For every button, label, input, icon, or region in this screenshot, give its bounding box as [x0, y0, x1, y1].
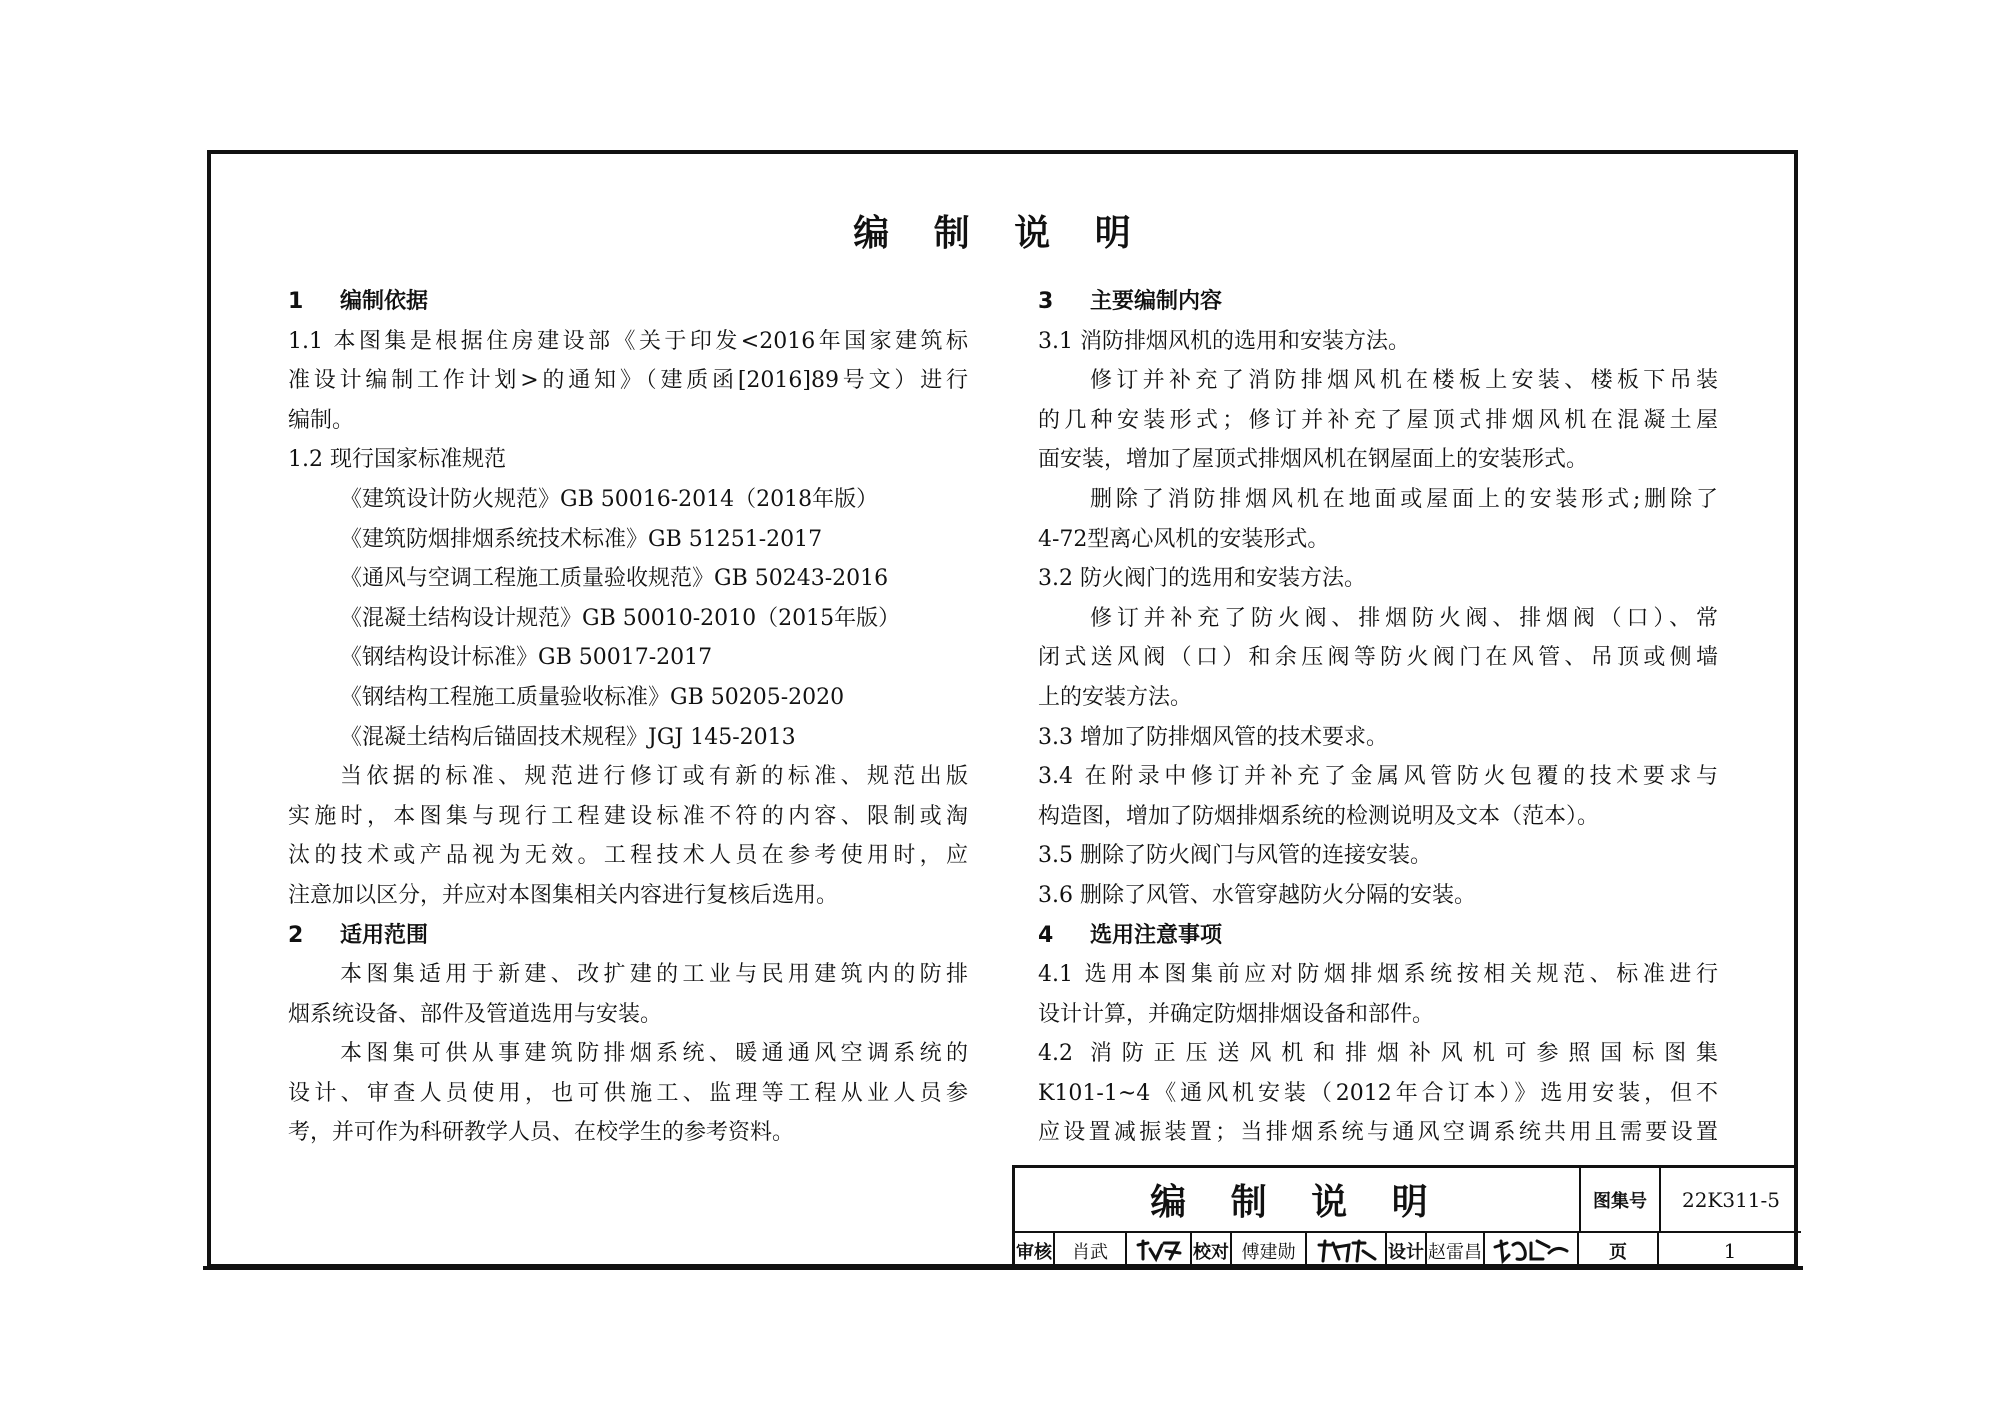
standard-item: 《通风与空调工程施工质量验收规范》GB 50243-2016 — [340, 566, 889, 592]
paragraph-line: 构造图，增加了防烟排烟系统的检测说明及文本（范本）。 — [1038, 803, 1600, 829]
reviewer-signature — [1127, 1233, 1192, 1269]
subsection-heading: 3.5 删除了防火阀门与风管的连接安装。 — [1038, 843, 1432, 869]
designer-name: 赵雷昌 — [1427, 1233, 1485, 1269]
paragraph-line: 3.4 在附录中修订并补充了金属风管防火包覆的技术要求与 — [1038, 764, 1718, 790]
paragraph-line: 修订并补充了防火阀、排烟防火阀、排烟阀（口）、常 — [1090, 605, 1718, 631]
section-heading: 2 适用范围 — [288, 922, 429, 948]
paragraph-line: 设计、审查人员使用，也可供施工、监理等工程从业人员参 — [288, 1080, 968, 1106]
paragraph-line: 修订并补充了消防排烟风机在楼板上安装、楼板下吊装 — [1090, 368, 1718, 394]
paragraph-line: 汰的技术或产品视为无效。工程技术人员在参考使用时，应 — [288, 843, 968, 869]
section-heading: 3 主要编制内容 — [1038, 289, 1223, 314]
paragraph-line: 1.1 本图集是根据住房建设部《关于印发<2016年国家建筑标 — [288, 328, 968, 354]
page-number: 1 — [1723, 1239, 1737, 1263]
page-label: 页 — [1579, 1233, 1659, 1269]
paragraph-line: 的几种安装形式；修订并补充了屋顶式排烟风机在混凝土屋 — [1038, 407, 1718, 433]
subsection-heading: 3.3 增加了防排烟风管的技术要求。 — [1038, 724, 1388, 750]
reviewer-name: 肖武 — [1055, 1233, 1127, 1269]
left-column — [288, 282, 968, 1153]
review-label: 审核 — [1015, 1233, 1055, 1269]
paragraph-line: 编制。 — [288, 407, 355, 433]
paragraph-line: 本图集适用于新建、改扩建的工业与民用建筑内的防排 — [340, 962, 968, 988]
paragraph-line: 考，并可作为科研教学人员、在校学生的参考资料。 — [288, 1120, 795, 1146]
paragraph-line: 删除了消防排烟风机在地面或屋面上的安装形式;删除了 — [1090, 486, 1718, 512]
atlas-number-label: 图集号 — [1581, 1168, 1661, 1233]
standard-item: 《混凝土结构后锚固技术规程》JGJ 145-2013 — [340, 724, 796, 750]
title-block — [1012, 1165, 1798, 1269]
standard-item: 《建筑防烟排烟系统技术标准》GB 51251-2017 — [340, 526, 823, 552]
check-label: 校对 — [1192, 1233, 1232, 1269]
subsection-heading: 1.2 现行国家标准规范 — [288, 447, 506, 473]
paragraph-line: 设计计算，并确定防烟排烟设备和部件。 — [1038, 1001, 1435, 1027]
designer-signature — [1485, 1233, 1579, 1269]
atlas-number: 22K311-5 — [1661, 1168, 1801, 1233]
page-title: 编 制 说 明 — [853, 213, 1147, 254]
checker-name: 傅建勋 — [1232, 1233, 1307, 1269]
paragraph-line: K101-1~4《通风机安装（2012年合订本）》选用安装，但不 — [1038, 1080, 1718, 1106]
signature-row — [1015, 1233, 1801, 1269]
paragraph-line: 4.2 消防正压送风机和排烟补风机可参照国标图集 — [1038, 1041, 1718, 1067]
standard-item: 《建筑设计防火规范》GB 50016-2014（2018年版） — [340, 486, 879, 512]
checker-signature — [1307, 1233, 1387, 1269]
paragraph-line: 应设置减振装置；当排烟系统与通风空调系统共用且需要设置 — [1038, 1120, 1718, 1146]
paragraph-line: 实施时，本图集与现行工程建设标准不符的内容、限制或淘 — [288, 803, 968, 829]
paragraph-line: 当依据的标准、规范进行修订或有新的标准、规范出版 — [340, 764, 968, 790]
title-block-main-title: 编 制 说 明 — [1015, 1168, 1581, 1233]
standard-item: 《钢结构设计标准》GB 50017-2017 — [340, 645, 713, 671]
paragraph-line: 注意加以区分，并应对本图集相关内容进行复核后选用。 — [288, 882, 839, 908]
standard-item: 《混凝土结构设计规范》GB 50010-2010（2015年版） — [340, 605, 901, 631]
standard-item: 《钢结构工程施工质量验收标准》GB 50205-2020 — [340, 684, 845, 710]
paragraph-line: 面安装，增加了屋顶式排烟风机在钢屋面上的安装形式。 — [1038, 447, 1589, 473]
subsection-heading: 3.2 防火阀门的选用和安装方法。 — [1038, 566, 1366, 592]
design-label: 设计 — [1387, 1233, 1427, 1269]
section-heading: 1 编制依据 — [288, 289, 429, 314]
paragraph-line: 烟系统设备、部件及管道选用与安装。 — [288, 1001, 663, 1027]
right-column — [1038, 282, 1718, 1153]
subsection-heading: 3.6 删除了风管、水管穿越防火分隔的安装。 — [1038, 882, 1476, 908]
section-heading: 4 选用注意事项 — [1038, 922, 1223, 948]
paragraph-line: 4.1 选用本图集前应对防烟排烟系统按相关规范、标准进行 — [1038, 962, 1718, 988]
paragraph-line: 上的安装方法。 — [1038, 684, 1193, 710]
paragraph-line: 闭式送风阀（口）和余压阀等防火阀门在风管、吊顶或侧墙 — [1038, 645, 1718, 671]
paragraph-line: 准设计编制工作计划>的通知》（建质函[2016]89号文）进行 — [288, 368, 968, 394]
paragraph-line: 4-72型离心风机的安装形式。 — [1038, 526, 1330, 552]
subsection-heading: 3.1 消防排烟风机的选用和安装方法。 — [1038, 328, 1410, 354]
paragraph-line: 本图集可供从事建筑防排烟系统、暖通通风空调系统的 — [340, 1041, 968, 1067]
